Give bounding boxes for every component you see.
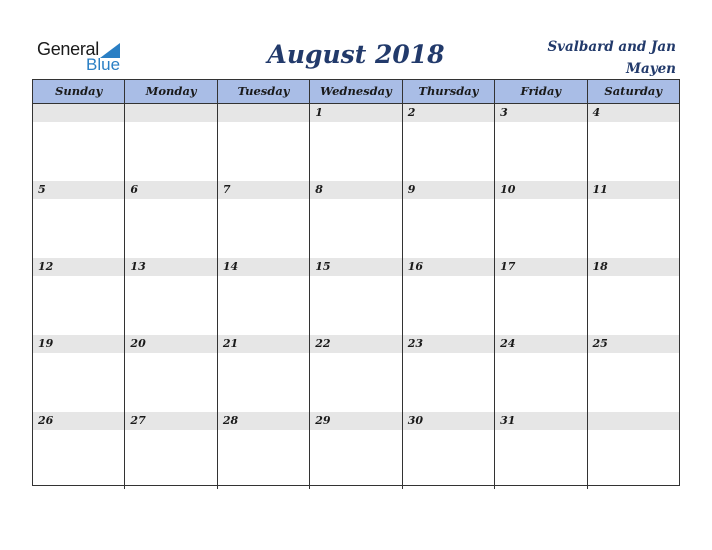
day-band	[125, 181, 216, 199]
day-cell[interactable]	[403, 104, 495, 181]
day-cell[interactable]	[588, 412, 679, 489]
day-number: 12	[38, 260, 54, 273]
day-number: 9	[407, 183, 416, 196]
day-band	[218, 104, 309, 122]
day-cell[interactable]	[125, 258, 217, 335]
day-cell[interactable]	[495, 412, 587, 489]
day-cell[interactable]	[218, 181, 310, 258]
day-number: 17	[500, 260, 516, 273]
day-number: 19	[38, 337, 54, 350]
week-row	[33, 412, 679, 489]
region-line-1: Svalbard and Jan	[547, 39, 676, 55]
day-number: 26	[38, 414, 54, 427]
day-number: 16	[407, 260, 423, 273]
day-cell[interactable]	[403, 181, 495, 258]
region-name	[516, 36, 676, 80]
day-cell[interactable]	[495, 335, 587, 412]
day-number: 1	[315, 106, 323, 119]
week-row	[33, 258, 679, 336]
weekday-header	[33, 80, 679, 104]
day-cell[interactable]	[403, 258, 495, 335]
weekday-saturday: Saturday	[604, 84, 663, 98]
day-cell[interactable]	[495, 181, 587, 258]
day-band	[403, 181, 494, 199]
day-cell[interactable]	[588, 258, 679, 335]
day-cell[interactable]	[310, 412, 402, 489]
day-number: 3	[500, 106, 508, 119]
week-row	[33, 104, 679, 182]
day-cell[interactable]	[218, 412, 310, 489]
day-number: 4	[592, 106, 601, 119]
day-number: 18	[592, 260, 608, 273]
day-cell[interactable]	[125, 412, 217, 489]
day-band	[310, 181, 401, 199]
logo-text-blue: Blue	[86, 55, 121, 74]
day-number: 20	[130, 337, 146, 350]
day-band	[588, 104, 679, 122]
day-cell[interactable]	[33, 412, 125, 489]
day-cell[interactable]	[310, 335, 402, 412]
week-row	[33, 181, 679, 259]
logo-text-general: General	[37, 39, 99, 59]
day-cell[interactable]	[218, 335, 310, 412]
day-cell[interactable]	[33, 335, 125, 412]
calendar-grid	[32, 79, 680, 486]
day-cell[interactable]	[495, 104, 587, 181]
day-number: 13	[130, 260, 146, 273]
day-cell[interactable]	[403, 412, 495, 489]
day-cell[interactable]	[218, 258, 310, 335]
day-band	[310, 104, 401, 122]
day-band	[33, 181, 124, 199]
day-number: 14	[222, 260, 239, 273]
day-cell[interactable]	[33, 181, 125, 258]
day-band	[218, 181, 309, 199]
day-cell[interactable]	[125, 181, 217, 258]
day-cell[interactable]	[310, 104, 402, 181]
day-number: 30	[407, 414, 423, 427]
day-cell[interactable]	[218, 104, 310, 181]
day-cell[interactable]	[588, 335, 679, 412]
day-number: 11	[592, 183, 608, 196]
day-number: 22	[315, 337, 331, 350]
day-number: 24	[500, 337, 516, 350]
weekday-wednesday: Wednesday	[310, 80, 402, 103]
day-cell[interactable]	[125, 104, 217, 181]
weekday-thursday: Thursday	[403, 80, 495, 103]
day-number: 5	[38, 183, 46, 196]
day-number: 25	[592, 337, 608, 350]
day-number: 7	[222, 183, 231, 196]
day-number: 10	[500, 183, 516, 196]
day-number: 23	[407, 337, 423, 350]
day-number: 27	[130, 414, 146, 427]
day-cell[interactable]	[125, 335, 217, 412]
day-cell[interactable]	[33, 104, 125, 181]
day-number: 28	[222, 414, 239, 427]
weekday-monday: Monday	[125, 80, 217, 103]
day-cell[interactable]	[588, 104, 679, 181]
day-number: 15	[315, 260, 331, 273]
weekday-tuesday: Tuesday	[218, 80, 310, 103]
day-band	[588, 412, 679, 430]
logo	[37, 39, 127, 75]
day-cell[interactable]	[403, 335, 495, 412]
region-line-2: Mayen	[626, 61, 676, 77]
day-number: 8	[315, 183, 323, 196]
day-number: 29	[315, 414, 331, 427]
day-band	[33, 104, 124, 122]
day-cell[interactable]	[588, 181, 679, 258]
day-band	[495, 104, 586, 122]
day-cell[interactable]	[495, 258, 587, 335]
day-number: 6	[130, 183, 139, 196]
day-band	[125, 104, 216, 122]
day-band	[403, 104, 494, 122]
day-cell[interactable]	[33, 258, 125, 335]
day-cell[interactable]	[310, 258, 402, 335]
day-number: 2	[407, 106, 416, 119]
page-title: August 2018	[267, 40, 445, 69]
day-number: 31	[500, 414, 516, 427]
weekday-sunday: Sunday	[33, 80, 125, 103]
week-row	[33, 335, 679, 413]
day-cell[interactable]	[310, 181, 402, 258]
day-number: 21	[222, 337, 239, 350]
weekday-friday: Friday	[495, 80, 587, 103]
